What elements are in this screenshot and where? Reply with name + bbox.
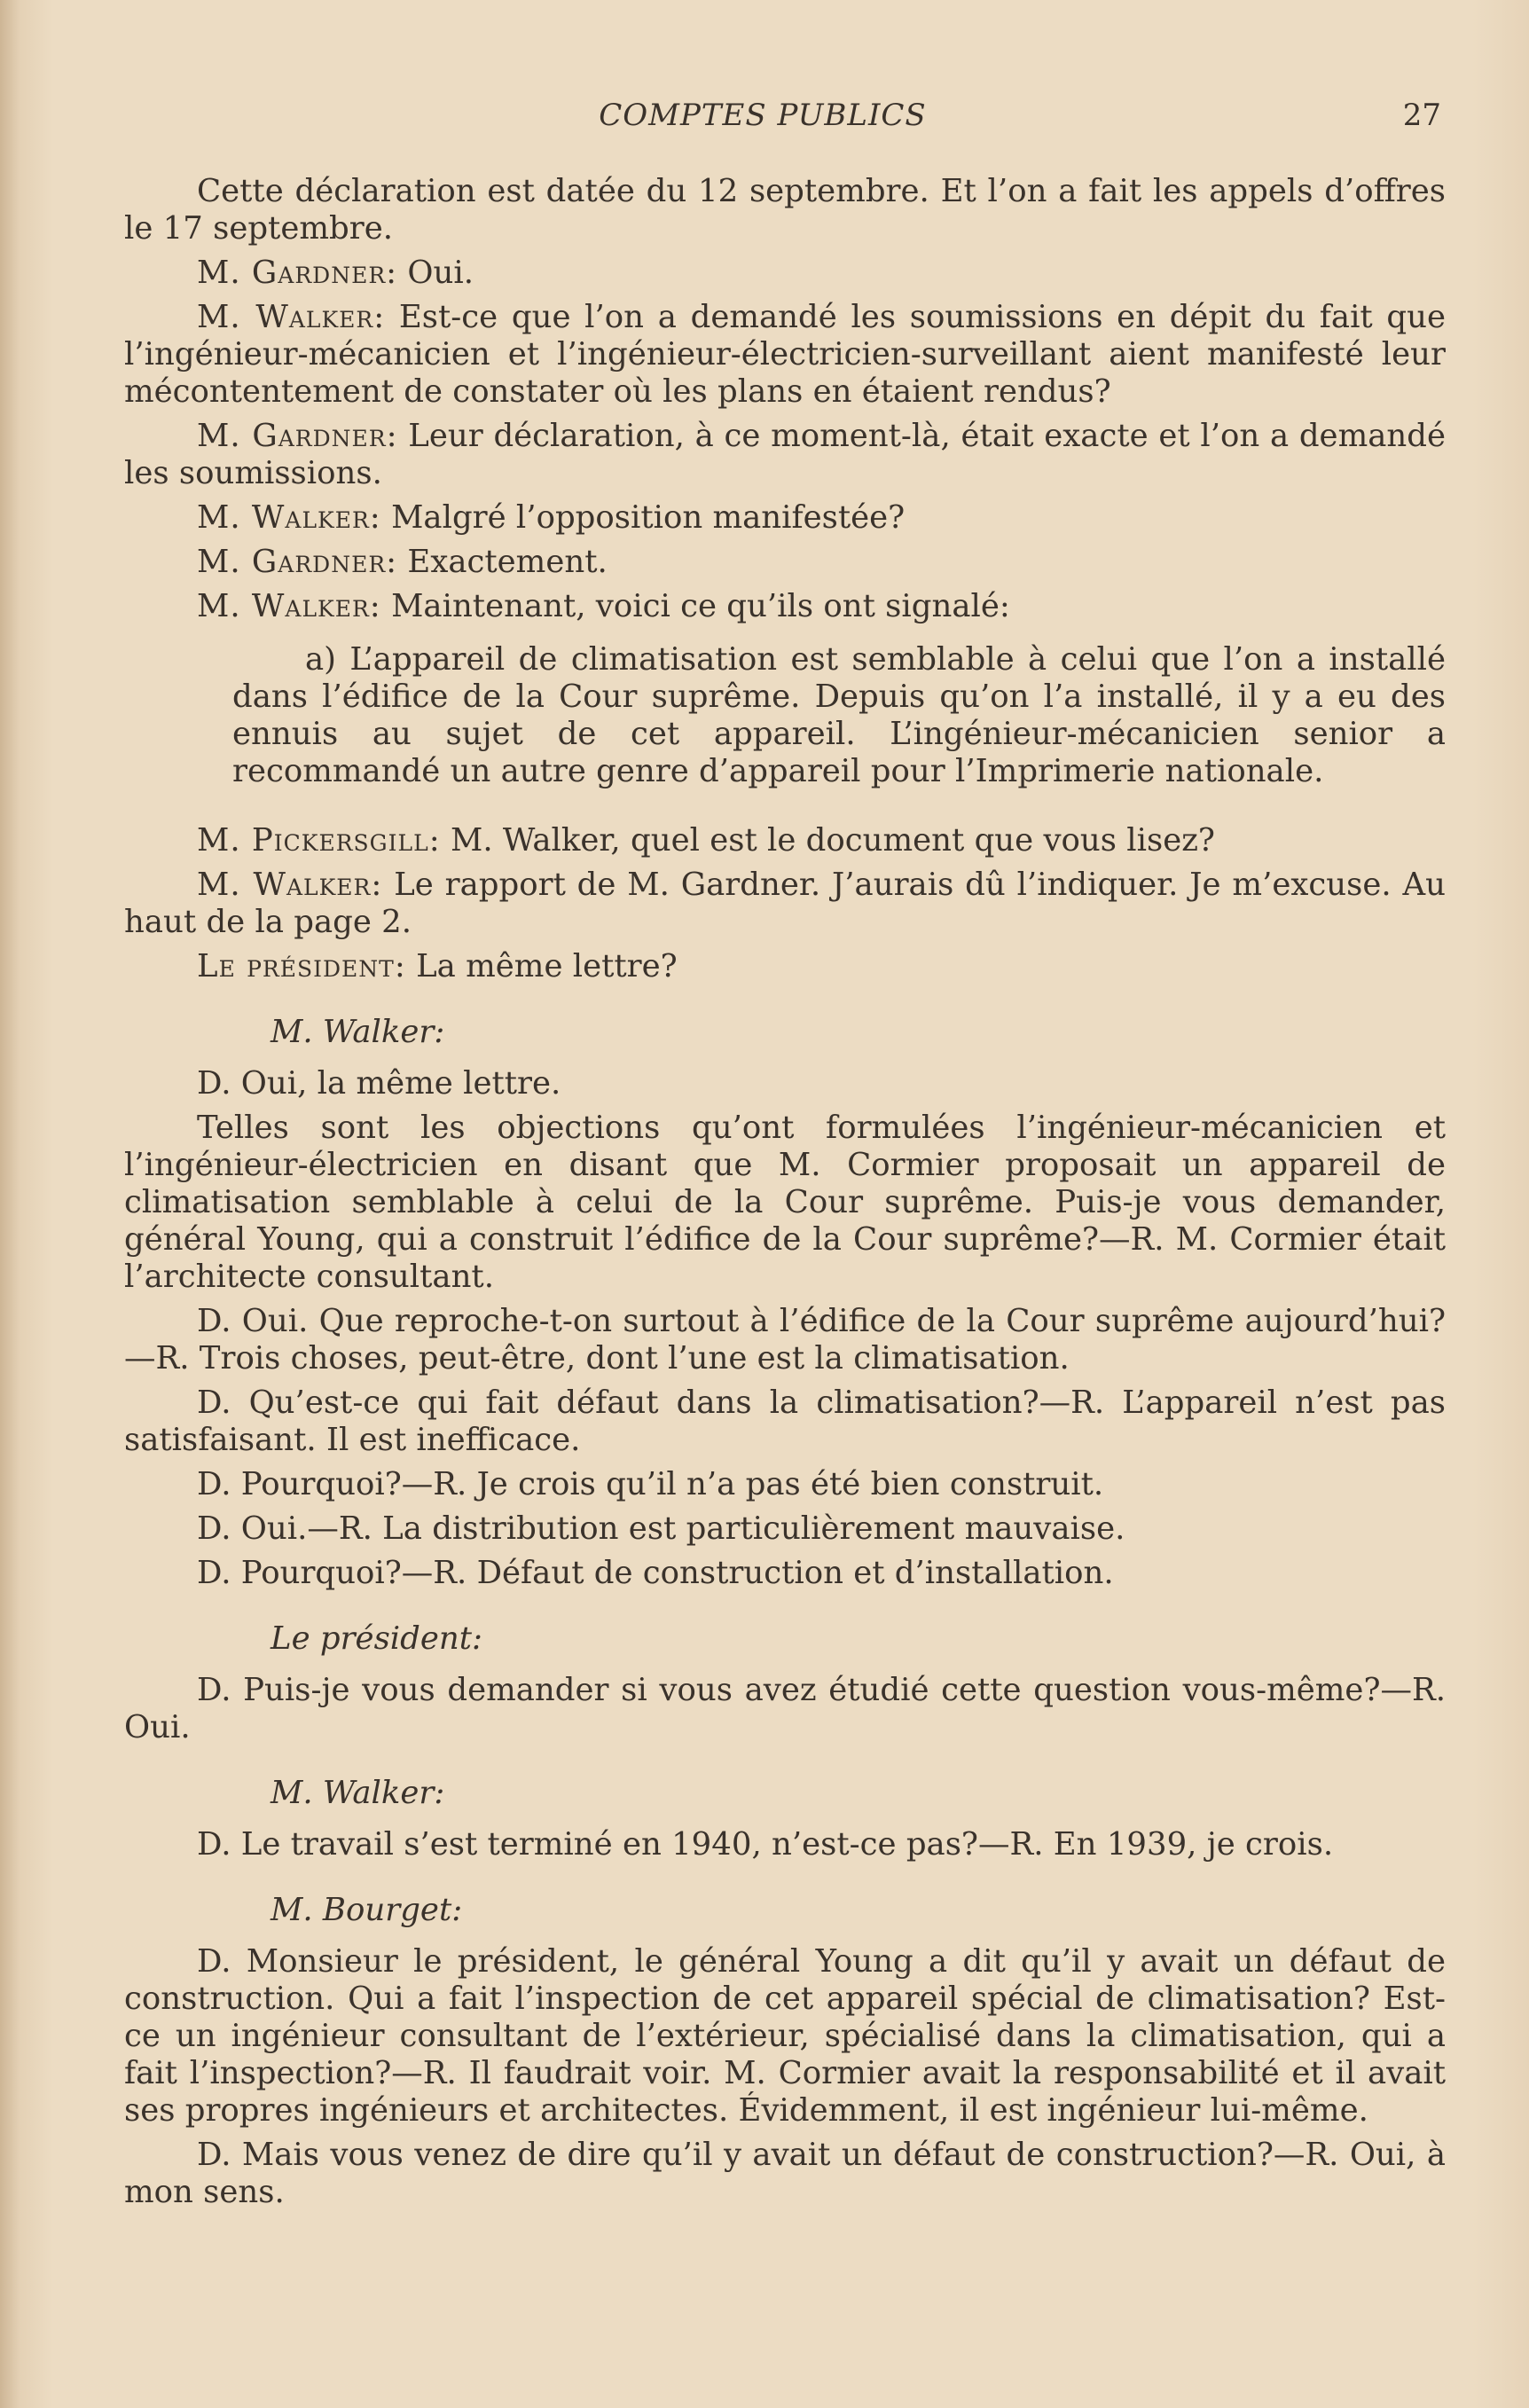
paragraph — [124, 1943, 1446, 2130]
dialogue-line — [124, 588, 1446, 625]
paragraph — [124, 1065, 1446, 1102]
paragraph — [124, 1510, 1446, 1548]
paragraph — [124, 173, 1446, 247]
paragraph — [124, 2137, 1446, 2211]
paragraph-text: Maintenant, voici ce qu’ils ont signalé: — [391, 588, 1010, 624]
body-text — [124, 173, 1446, 2218]
dialogue-line — [124, 255, 1446, 292]
speaker-heading: Le président: — [271, 1620, 482, 1657]
paragraph-text: La même lettre? — [416, 948, 678, 984]
paragraph-text: Exactement. — [407, 544, 608, 580]
paragraph — [124, 1110, 1446, 1296]
paragraph-text: D. Qu’est-ce qui fait défaut dans la climatisation?—R. L’appareil n’est pas satisfaisant. Il est inefficace. — [124, 1384, 1446, 1458]
dialogue-line — [124, 499, 1446, 537]
speaker-name: M. Gardner: — [197, 418, 398, 454]
speaker-name: M. Walker: — [197, 499, 381, 536]
dialogue-line — [124, 299, 1446, 411]
speaker-name: M. Walker: — [197, 867, 383, 903]
dialogue-line — [124, 418, 1446, 492]
paragraph-text: D. Oui.—R. La distribution est particulièrement mauvaise. — [197, 1510, 1125, 1547]
paragraph-text: Est-ce que l’on a demandé les soumissions en dépit du fait que l’ingénieur-mécanicien et l’ingénieur-électricien-surveillant aient manifesté leur mécontentement de constater où les plans en étaient rendus? — [124, 299, 1446, 410]
paragraph — [124, 1555, 1446, 1592]
speaker-name: Le président: — [197, 948, 406, 984]
paragraph-text: Leur déclaration, à ce moment-là, était exacte et l’on a demandé les soumissions. — [124, 418, 1446, 491]
speaker-heading: M. Walker: — [271, 1014, 445, 1050]
speaker-name: M. Walker: — [197, 588, 381, 624]
paragraph — [124, 1384, 1446, 1459]
page-header — [0, 98, 1529, 142]
paragraph-text: D. Pourquoi?—R. Je crois qu’il n’a pas été bien construit. — [197, 1466, 1104, 1502]
speaker-heading: M. Bourget: — [271, 1892, 463, 1928]
speaker-name: M. Gardner: — [197, 544, 398, 580]
paragraph-text: Cette déclaration est datée du 12 septembre. Et l’on a fait les appels d’offres le 17 septembre. — [124, 173, 1446, 247]
dialogue-line — [124, 867, 1446, 941]
paragraph-text: D. Monsieur le président, le général Young a dit qu’il y avait un défaut de construction. Qui a fait l’inspection de cet appareil spécial de climatisation? Est-ce un ingénieur consultant de l’extérieur, spécialisé dans la climatisation, qui a fait l’inspection?—R. Il faudrait voir. M. Cormier avait la responsabilité et il avait ses propres ingénieurs et architectes. Évidemment, il est ingénieur lui-même. — [124, 1943, 1446, 2129]
quoted-passage — [232, 641, 1446, 790]
paragraph-text: D. Pourquoi?—R. Défaut de construction et d’installation. — [197, 1555, 1114, 1591]
dialogue-line — [124, 822, 1446, 859]
dialogue-line — [124, 544, 1446, 581]
speaker-heading: M. Walker: — [271, 1775, 445, 1811]
running-title: COMPTES PUBLICS — [599, 98, 927, 133]
paragraph-text: a) L’appareil de climatisation est semblable à celui que l’on a installé dans l’édifice de la Cour suprême. Depuis qu’on l’a installé, il y a eu des ennuis au sujet de cet appareil. L’ingénieur-mécanicien senior a recommandé un autre genre d’appareil pour l’Imprimerie nationale. — [232, 641, 1446, 789]
paragraph — [124, 1672, 1446, 1746]
paragraph — [124, 1466, 1446, 1503]
paragraph-text: D. Mais vous venez de dire qu’il y avait un défaut de construction?—R. Oui, à mon sens. — [124, 2137, 1446, 2210]
paragraph-text: Telles sont les objections qu’ont formulées l’ingénieur-mécanicien et l’ingénieur-électricien en disant que M. Cormier proposait un appareil de climatisation semblable à celui de la Cour suprême. Puis-je vous demander, général Young, qui a construit l’édifice de la Cour suprême?—R. M. Cormier était l’architecte consultant. — [124, 1110, 1446, 1295]
paragraph-text: D. Le travail s’est terminé en 1940, n’est-ce pas?—R. En 1939, je crois. — [197, 1826, 1334, 1863]
speaker-name: M. Pickersgill: — [197, 822, 441, 859]
paragraph-text: M. Walker, quel est le document que vous lisez? — [451, 822, 1215, 859]
speaker-name: M. Walker: — [197, 299, 386, 335]
page-number: 27 — [1402, 98, 1441, 133]
paragraph-text: Oui. — [407, 255, 474, 291]
paragraph-text: Malgré l’opposition manifestée? — [391, 499, 906, 536]
paragraph — [124, 1303, 1446, 1377]
paragraph-text: D. Puis-je vous demander si vous avez étudié cette question vous-même?—R. Oui. — [124, 1672, 1446, 1745]
paragraph-text: D. Oui. Que reproche-t-on surtout à l’édifice de la Cour suprême aujourd’hui?—R. Trois choses, peut-être, dont l’une est la climatisation. — [124, 1303, 1446, 1377]
dialogue-line — [124, 948, 1446, 985]
speaker-name: M. Gardner: — [197, 255, 398, 291]
paragraph-text: Le rapport de M. Gardner. J’aurais dû l’indiquer. Je m’excuse. Au haut de la page 2. — [124, 867, 1446, 940]
paragraph — [124, 1826, 1446, 1863]
paragraph-text: D. Oui, la même lettre. — [197, 1065, 561, 1102]
